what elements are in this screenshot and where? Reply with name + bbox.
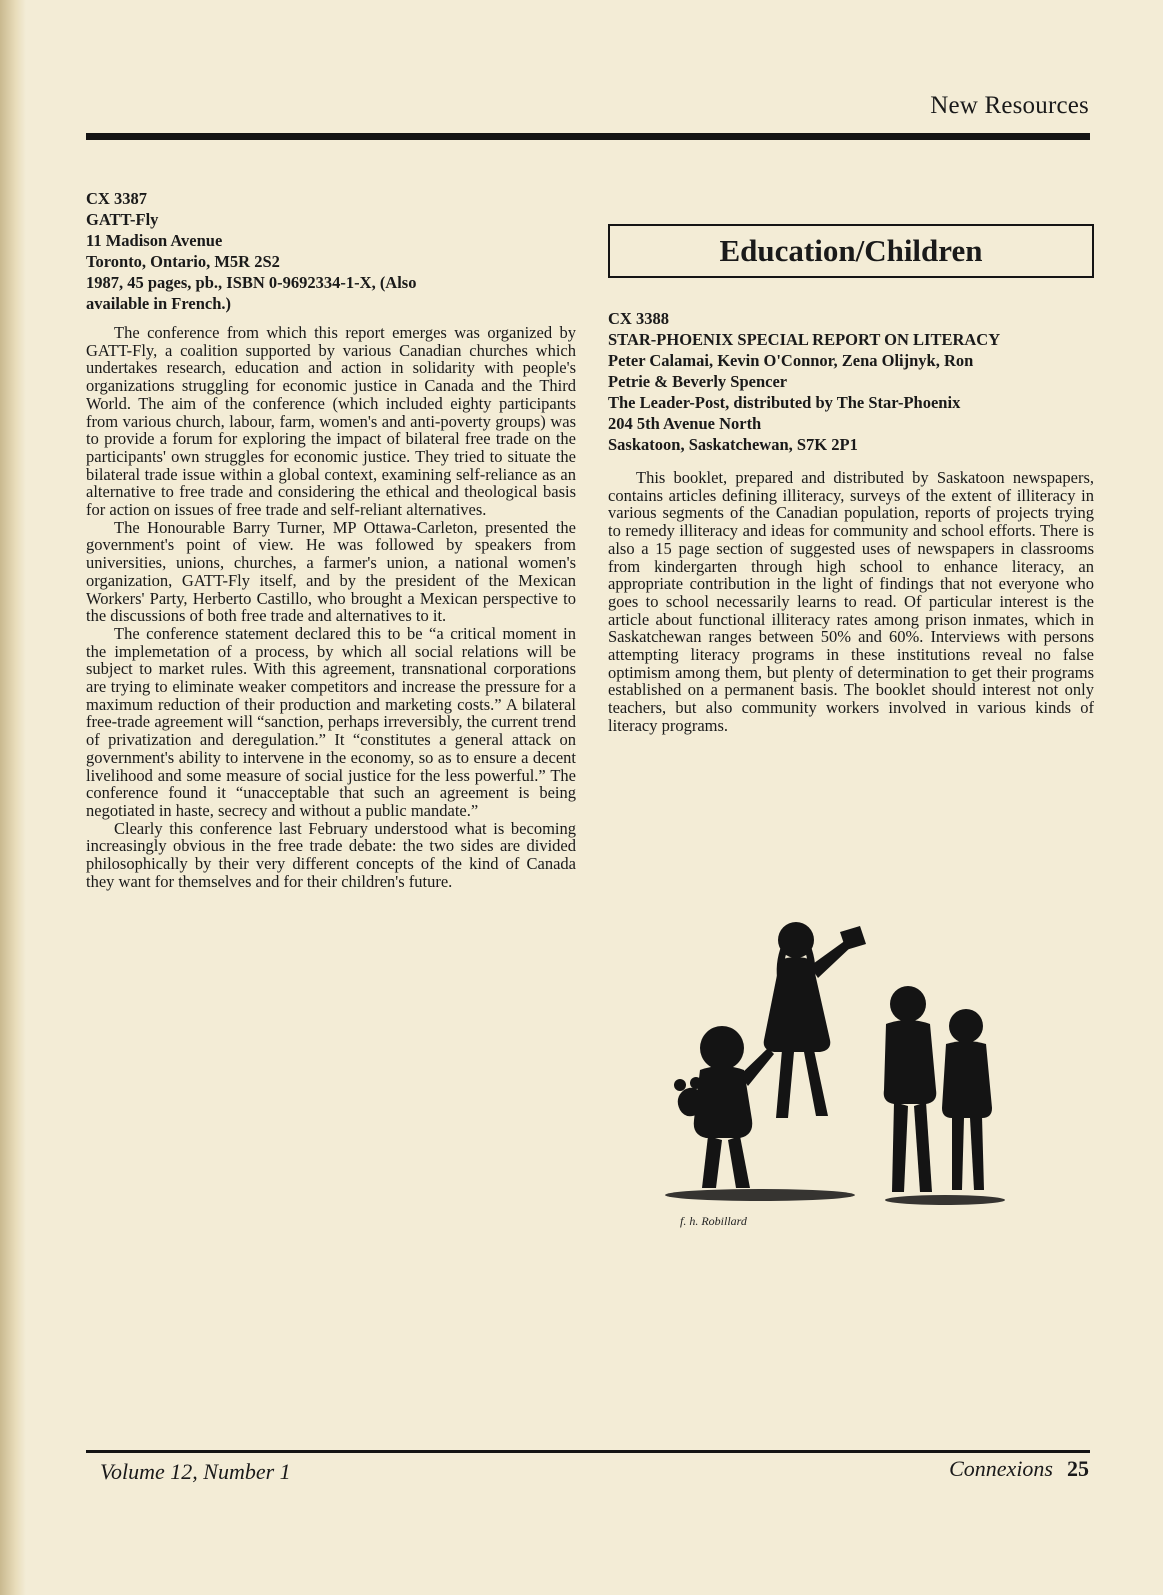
footer-rule	[86, 1450, 1090, 1453]
entry-heading-cx3387	[86, 188, 576, 314]
address-street: 11 Madison Avenue	[86, 231, 223, 250]
paragraph: The conference statement declared this to be “a critical moment in the implemetation of a process, by which all social relations will be subject to market rules. With this agreement, transnational corporations are trying to eliminate weaker competitors and increase the pressure for a maximum reduction of their production and marketing costs.” A bilateral free-trade agreement will “sanction, perhaps irreversibly, the current trend of privatization and deregulation.” It “constitutes a general attack on government's ability to intervene in the economy, so as to ensure a decent livelihood and some measure of social justice for the less powerful.” The conference found it “unacceptable that such an agreement is being negotiated in haste, secrecy and without a public mandate.”	[86, 623, 576, 820]
entry-body-cx3387	[86, 324, 576, 891]
authors: Peter Calamai, Kevin O'Connor, Zena Olijnyk, Ron	[608, 351, 974, 370]
publication-name: Connexions	[949, 1456, 1053, 1481]
paragraph: Clearly this conference last February understood what is becoming increasingly obvious in the free trade debate: the two sides are divided philosophically by their very different concepts of the kind of Canada they want for themselves and for their children's future.	[86, 818, 576, 891]
left-column	[86, 188, 576, 891]
section-title: Education/Children	[719, 233, 983, 268]
resource-title: STAR-PHOENIX SPECIAL REPORT ON LITERACY	[608, 330, 1001, 349]
publisher: GATT-Fly	[86, 210, 159, 229]
page-number: 25	[1067, 1456, 1089, 1481]
authors-cont: Petrie & Beverly Spencer	[608, 372, 788, 391]
illustration-signature: f. h. Robillard	[680, 1214, 747, 1228]
publication-details-cont: available in French.)	[86, 294, 231, 313]
issue-label: Volume 12, Number 1	[100, 1459, 291, 1484]
publisher: The Leader-Post, distributed by The Star-Phoenix	[608, 393, 961, 412]
section-title-box	[608, 224, 1094, 278]
catalog-number: CX 3388	[608, 309, 669, 328]
entry-heading-cx3388	[608, 308, 1094, 455]
entry-body-cx3388	[608, 469, 1094, 735]
address-street: 204 5th Avenue North	[608, 414, 762, 433]
paragraph: The Honourable Barry Turner, MP Ottawa-Carleton, presented the government's point of view. He was followed by speakers from universities, unions, churches, a farmer's union, a national women's organization, GATT-Fly itself, and by the president of the Mexican Workers' Party, Herberto Castillo, who brought a Mexican perspective to the discussions of both free trade and alternatives to it.	[86, 517, 576, 626]
catalog-number: CX 3387	[86, 189, 147, 208]
publication-details: 1987, 45 pages, pb., ISBN 0-9692334-1-X, (Also	[86, 273, 417, 292]
address-city: Saskatoon, Saskatchewan, S7K 2P1	[608, 435, 858, 454]
header-rule	[86, 133, 1090, 140]
paragraph: This booklet, prepared and distributed by Saskatoon newspapers, contains articles defining illiteracy, surveys of the extent of illiteracy in various segments of the Canadian population, reports of projects trying to remedy illiteracy and ideas for community and school efforts. There is also a 15 page section of suggested uses of newspapers in classrooms from kindergarten through high school to enhance literacy, an appropriate contribution in the light of findings that not everyone who goes to school necessarily learns to read. Of particular interest is the article about functional illiteracy rates among prison inmates, which in Saskatchewan ranges between 50% and 60%. Interviews with persons attempting literacy programs in these institutions reveal no false optimism among them, but plenty of determination to get their programs established on a permanent basis. The booklet should interest not only teachers, but also community workers involved in various kinds of literacy programs.	[608, 468, 1094, 735]
paragraph: The conference from which this report emerges was organized by GATT-Fly, a coalition supported by various Canadian churches which undertakes research, education and action in solidarity with people's organizations struggling for economic justice in Canada and the Third World. The aim of the conference (which included eighty participants from various church, labour, farm, women's and anti-poverty groups) was to provide a forum for exploring the impact of bilateral free trade on the participants' own struggles for economic justice. They tried to situate the bilateral trade issue within a global context, examining self-reliance as an alternative to free trade and considering the ethical and theological basis for action on issues of free trade and self-reliant alternatives.	[86, 323, 576, 520]
right-column	[608, 188, 1094, 735]
children-silhouette-icon	[640, 920, 1020, 1230]
footer-publication	[949, 1456, 1089, 1482]
page-binding-edge	[0, 0, 26, 1595]
section-label: New Resources	[930, 92, 1089, 119]
address-city: Toronto, Ontario, M5R 2S2	[86, 252, 280, 271]
